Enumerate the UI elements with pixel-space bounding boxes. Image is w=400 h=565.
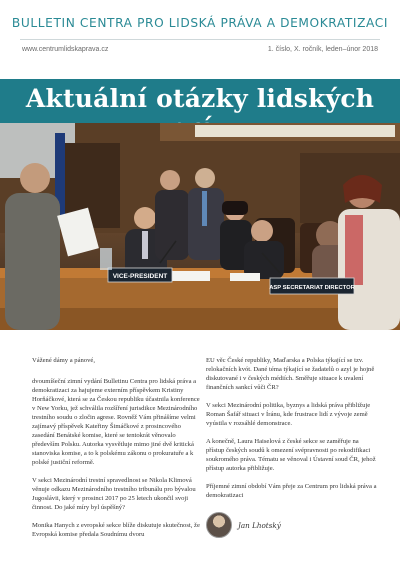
greeting: Vážené dámy a pánové,	[32, 357, 95, 364]
conference-photo	[0, 123, 400, 330]
paragraph: V sekci Mezinárodní politika, byznys a lidská práva přibližuje Roman Šafář situaci v Íránu, kde frustrace lidí z vývoje země vyústila v rozsáhlé demonstrace.	[206, 402, 371, 427]
bulletin-title: BULLETIN CENTRA PRO LIDSKÁ PRÁVA A DEMOKRATIZACI	[11, 16, 389, 30]
conference-photo-illustration	[0, 123, 400, 330]
paragraph: A konečně, Laura Haiselová z české sekce se zaměřuje na přístup českých soudů k omezení svépravnosti po rekodifikaci soukromého práva. Tématu se věnoval i Ústavní soud ČR, jehož přístup autorka přibližuje.	[206, 438, 376, 472]
left-column	[32, 356, 202, 548]
signature-block	[206, 512, 386, 542]
svg-text:VICE-PRESIDENT: VICE-PRESIDENT	[112, 273, 168, 280]
website-link[interactable]: www.centrumlidskaprava.cz	[22, 46, 109, 53]
issue-info: 1. číslo, X. ročník, leden–únor 2018	[267, 46, 378, 53]
author-avatar	[206, 512, 232, 538]
author-signature: Jan Lhotský	[238, 521, 281, 530]
right-column	[206, 356, 378, 509]
paragraph: V sekci Mezinárodní trestní spravedlnost se Nikola Klimová věnuje odkazu Mezinárodního trestního tribunálu pro bývalou Jugoslávii, který v prosinci 2017 po 25 letech ukončil svoji činnost. Do jaké míry byl úspěšný?	[32, 477, 196, 511]
masthead	[0, 0, 400, 70]
page-headline: Aktuální otázky lidských	[25, 84, 375, 113]
placard-asp-director	[269, 278, 355, 294]
placard-vice-president	[108, 268, 172, 282]
closing-paragraph: Příjemné zimní období Vám přeje za Centrum pro lidská práva a demokratizaci	[206, 483, 377, 499]
svg-text:ASP SECRETARIAT DIRECTOR: ASP SECRETARIAT DIRECTOR	[269, 285, 355, 291]
paragraph: Monika Hanych z evropské sekce blíže diskutuje skutečnost, že Evropská komise předala Soudnímu dvoru	[32, 522, 200, 538]
masthead-divider	[20, 39, 380, 40]
paragraph: dvoumíšeční zimní vydání Bulletinu Centra pro lidská práva a demokratizaci za hajujeme externím příspěvkem Kristiny Horňáčkové, která se za Českou republiku účastnila konference v New Yorku, jež schválila rozšíření jurisdikce Mezinárodního trestního soudu o zločin agrese. Rovněž Vám přinášíme velmi zajímavý příspěvek Kateřiny Šimáčkové z prosincového zasedání Benátské komise, které se tentokrát věnovalo především Polsku. Autorka vysvětluje mimo jiné dvě kritická stanoviska komise, a to k polskému zákonu o prokuratuře a k polské justiční reformě.	[32, 378, 200, 466]
paragraph: EU věc České republiky, Maďarska a Polska týkající se tzv. relokačních kvót. Dané téma týkající se žadatelů o azyl je hojně diskutované i v českých médiích. Směřuje situace k uvalení finančních sankcí vůči ČR?	[206, 357, 375, 391]
